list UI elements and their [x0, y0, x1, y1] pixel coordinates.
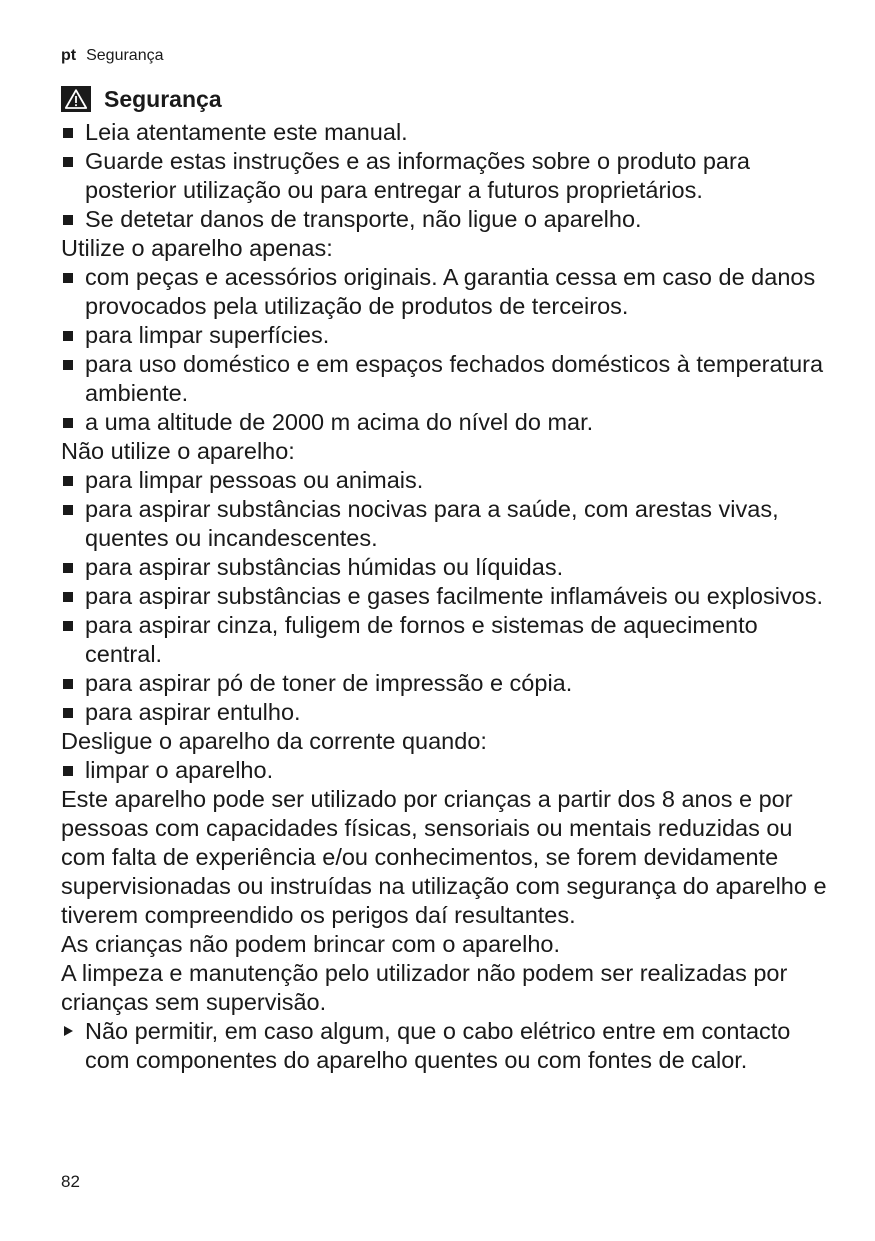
- paragraph: Desligue o aparelho da corrente quando:: [61, 728, 487, 754]
- bullet-item: Guarde estas instruções e as informações sobre o produto para posterior utilização ou para entregar a futuros proprietários.: [61, 147, 831, 205]
- header-section-name: Segurança: [86, 47, 164, 64]
- bullet-item: Se detetar danos de transporte, não ligue o aparelho.: [61, 205, 831, 234]
- bullet-item: para aspirar substâncias nocivas para a saúde, com arestas vivas, quentes ou incandescentes.: [61, 495, 831, 553]
- paragraph: Não utilize o aparelho:: [61, 438, 295, 464]
- bullet-item: para aspirar substâncias e gases facilmente inflamáveis ou explosivos.: [61, 582, 831, 611]
- bullet-item: para limpar superfícies.: [61, 321, 831, 350]
- warning-triangle-icon: [61, 86, 91, 112]
- section-title: Segurança: [104, 86, 222, 112]
- paragraph: Utilize o aparelho apenas:: [61, 235, 333, 261]
- language-code: pt: [61, 47, 77, 64]
- bullet-item: para aspirar cinza, fuligem de fornos e sistemas de aquecimento central.: [61, 611, 831, 669]
- bullet-item: Leia atentamente este manual.: [61, 118, 831, 147]
- bullet-item: para aspirar substâncias húmidas ou líquidas.: [61, 553, 831, 582]
- page-header: [61, 46, 164, 66]
- bullet-item: para aspirar entulho.: [61, 698, 831, 727]
- bullet-item: para uso doméstico e em espaços fechados domésticos à temperatura ambiente.: [61, 350, 831, 408]
- section-heading: [61, 84, 222, 114]
- bullet-item: com peças e acessórios originais. A garantia cessa em caso de danos provocados pela utilização de produtos de terceiros.: [61, 263, 831, 321]
- paragraph: Este aparelho pode ser utilizado por crianças a partir dos 8 anos e por pessoas com capacidades físicas, sensoriais ou mentais reduzidas ou com falta de experiência e/ou conhecimentos, se forem devidamente supervisionadas ou instruídas na utilização com segurança do aparelho e tiverem compreendido os perigos daí resultantes.: [61, 786, 827, 928]
- bullet-item: para limpar pessoas ou animais.: [61, 466, 831, 495]
- paragraph: A limpeza e manutenção pelo utilizador não podem ser realizadas por crianças sem supervisão.: [61, 960, 788, 1015]
- bullet-item: para aspirar pó de toner de impressão e cópia.: [61, 669, 831, 698]
- action-instruction: Não permitir, em caso algum, que o cabo elétrico entre em contacto com componentes do aparelho quentes ou com fontes de calor.: [61, 1017, 831, 1075]
- safety-content: [61, 118, 831, 1075]
- page-number: 82: [61, 1172, 80, 1191]
- bullet-item: a uma altitude de 2000 m acima do nível do mar.: [61, 408, 831, 437]
- paragraph: As crianças não podem brincar com o aparelho.: [61, 931, 560, 957]
- bullet-item: limpar o aparelho.: [61, 756, 831, 785]
